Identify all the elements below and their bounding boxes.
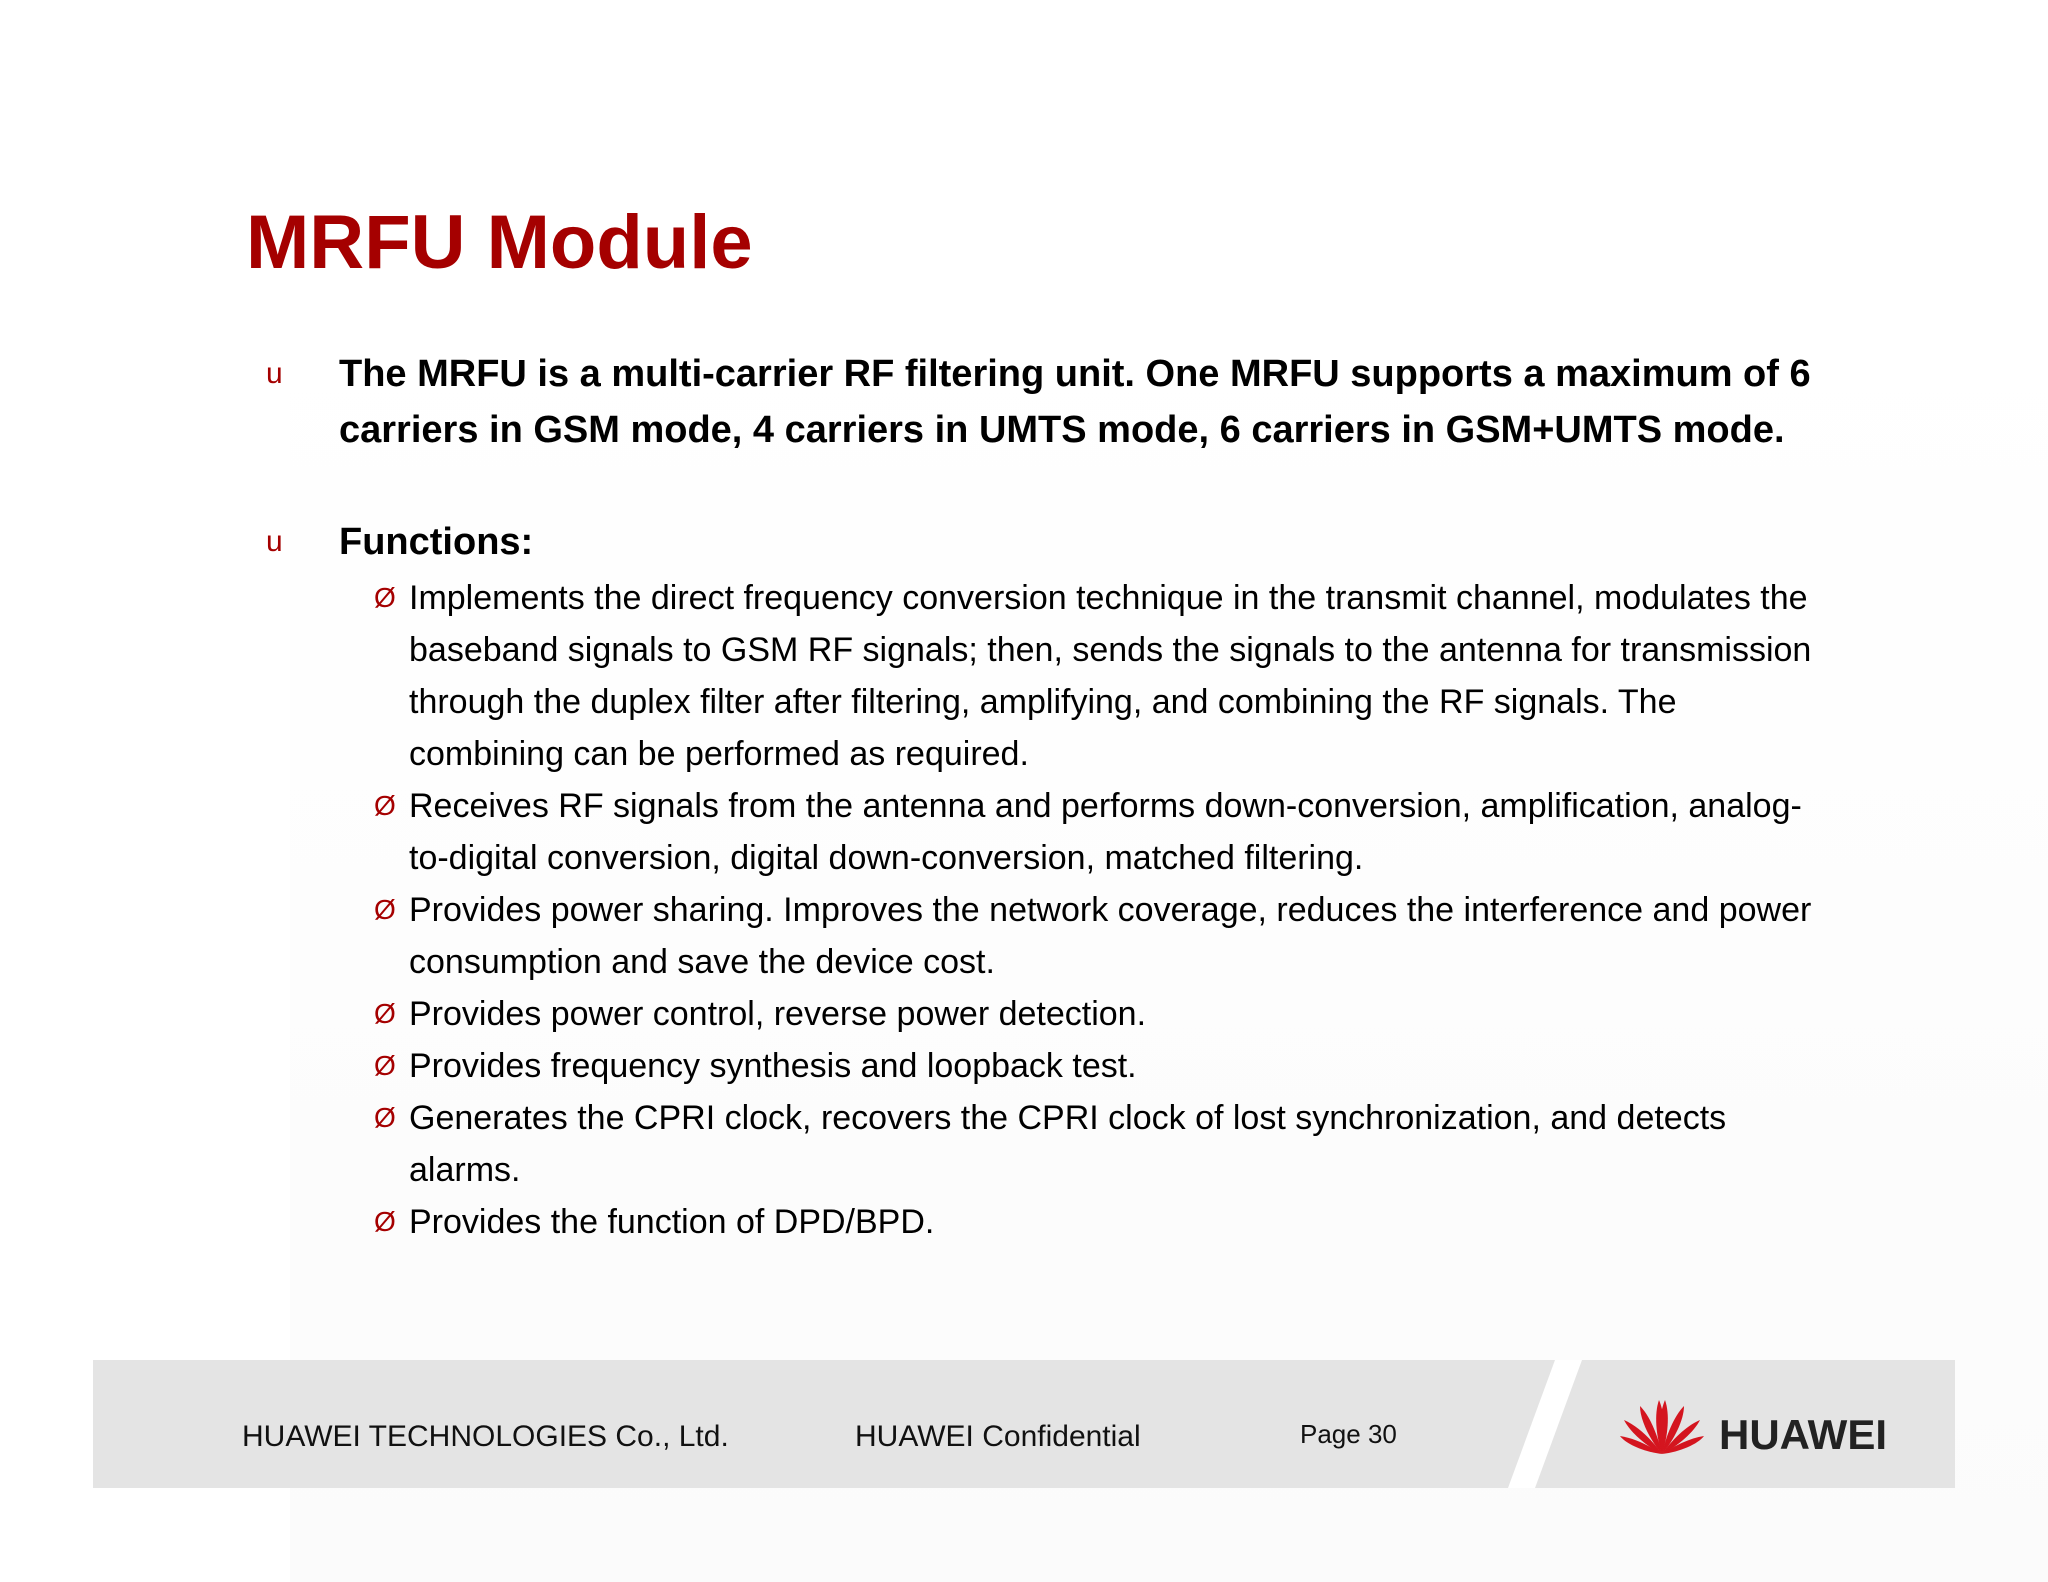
page-number: Page 30 [1300,1419,1397,1449]
sub-bullet-marker: Ø [374,582,396,613]
sub-bullet-marker: Ø [374,998,396,1029]
sub-bullet-marker: Ø [374,894,396,925]
sub-bullet-marker: Ø [374,1102,396,1133]
footer-confidential: HUAWEI Confidential [855,1420,1141,1453]
sub-bullet-marker: Ø [374,790,396,821]
function-item: Provides power control, reverse power detection. [409,995,1147,1033]
function-item: Implements the direct frequency conversion technique in the transmit channel, modulates the baseband signals to GSM RF signals; then, sends the signals to the antenna for transmission through the duplex filter after filtering, amplifying, and combining the RF signals. The combining can be performed as required. [409,579,1812,773]
slide-title: MRFU Module [246,200,753,285]
function-item: Generates the CPRI clock, recovers the CPRI clock of lost synchronization, and detects alarms. [409,1099,1727,1189]
bullet-marker: u [266,357,283,390]
sub-bullet-marker: Ø [374,1050,396,1081]
footer-company: HUAWEI TECHNOLOGIES Co., Ltd. [242,1420,729,1453]
function-item: Receives RF signals from the antenna and performs down-conversion, amplification, analog-to-digital conversion, digital down-conversion, matched filtering. [409,787,1802,877]
function-item: Provides the function of DPD/BPD. [409,1203,935,1241]
function-item: Provides frequency synthesis and loopback test. [409,1047,1137,1085]
bullet-marker: u [266,525,283,558]
huawei-logo-text: HUAWEI [1719,1411,1887,1458]
bullet-functions-heading: Functions: [339,521,534,563]
bullet-mrfu-description: The MRFU is a multi-carrier RF filtering unit. One MRFU supports a maximum of 6 carriers in GSM mode, 4 carriers in UMTS mode, 6 carriers in GSM+UMTS mode. [339,353,1811,451]
sub-bullet-marker: Ø [374,1206,396,1237]
function-item: Provides power sharing. Improves the network coverage, reduces the interference and power consumption and save the device cost. [409,891,1812,981]
